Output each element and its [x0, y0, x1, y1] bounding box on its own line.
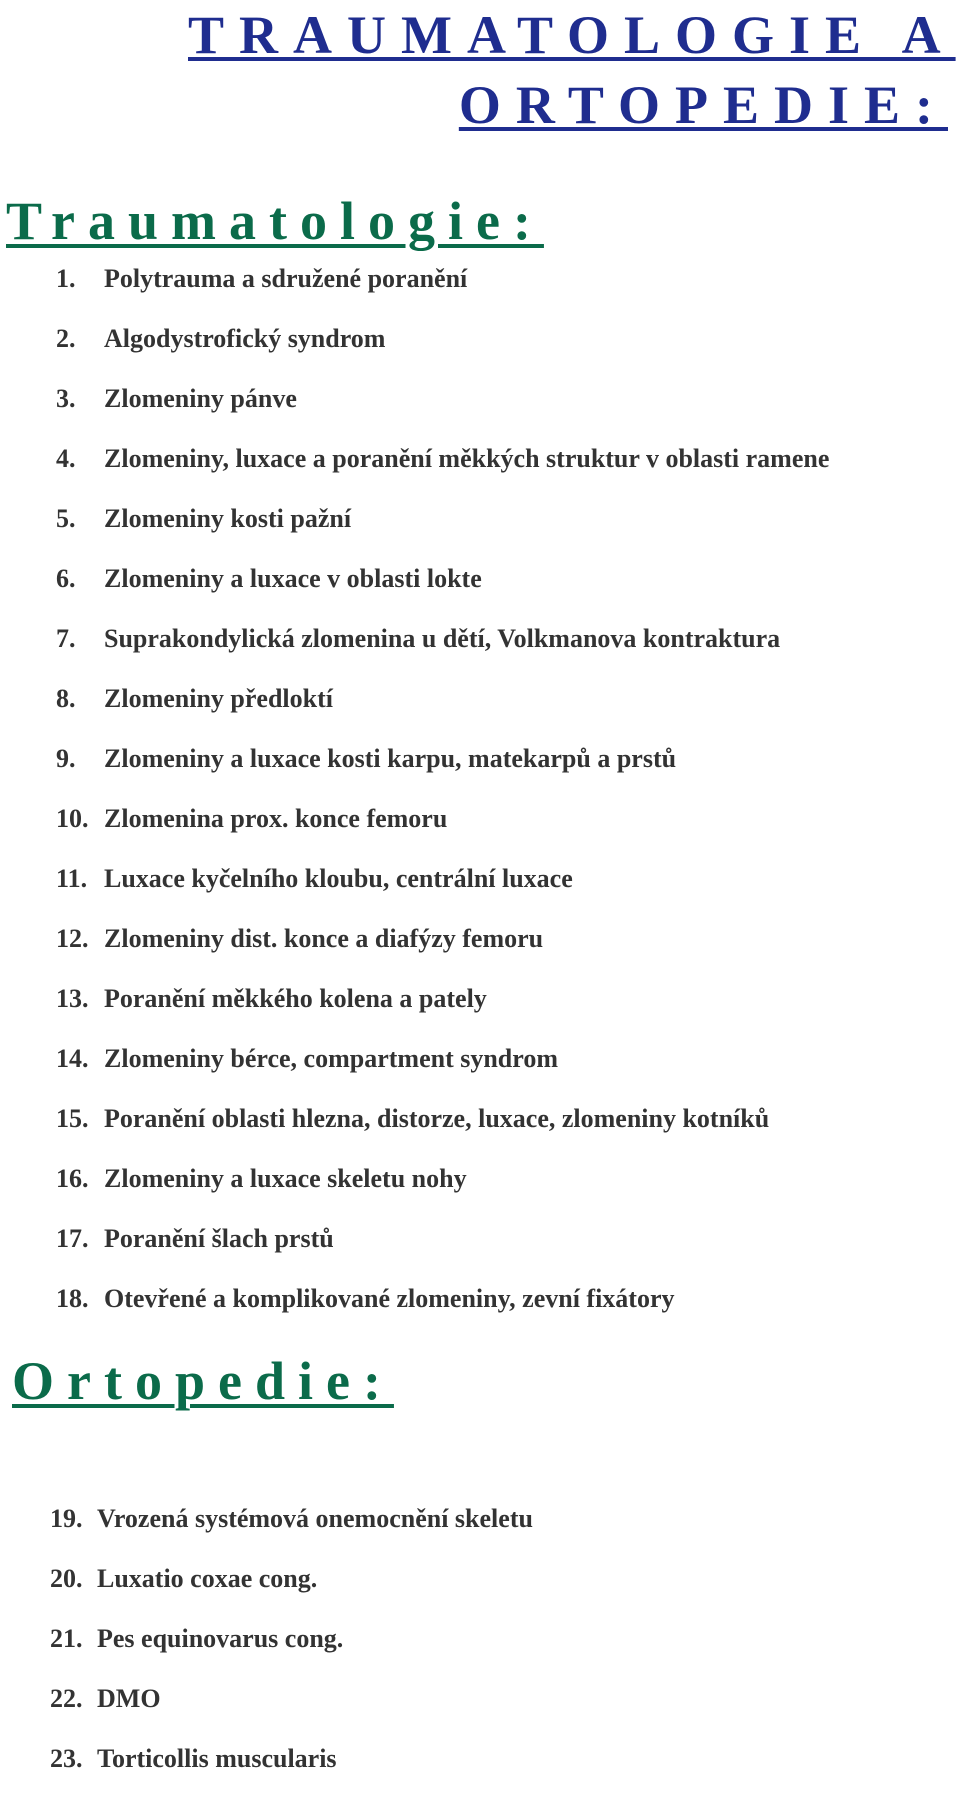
page-title [188, 0, 956, 140]
list-item [50, 1623, 533, 1683]
traumatologie-topic-list [56, 263, 829, 1343]
topic-text: Zlomenina prox. konce femoru [104, 804, 448, 833]
topic-text: Zlomeniny a luxace v oblasti lokte [104, 564, 482, 593]
list-item [56, 383, 829, 443]
topic-number: 3. [56, 384, 76, 413]
list-item [56, 1283, 829, 1343]
topic-text: Zlomeniny a luxace kosti karpu, matekarpů a prstů [104, 744, 677, 773]
topic-number: 9. [56, 744, 76, 773]
list-item [56, 263, 829, 323]
topic-number: 14. [56, 1044, 89, 1073]
topic-text: Zlomeniny, luxace a poranění měkkých struktur v oblasti ramene [104, 444, 830, 473]
topic-text: Pes equinovarus cong. [97, 1624, 344, 1653]
topic-text: Zlomeniny bérce, compartment syndrom [104, 1044, 558, 1073]
topic-text: Zlomeniny pánve [104, 384, 297, 413]
list-item [56, 1043, 829, 1103]
topic-number: 12. [56, 924, 89, 953]
topic-number: 17. [56, 1224, 89, 1253]
topic-number: 5. [56, 504, 76, 533]
topic-number: 19. [50, 1504, 83, 1533]
topic-number: 23. [50, 1744, 83, 1773]
list-item [50, 1743, 533, 1803]
list-item [56, 983, 829, 1043]
topic-text: Luxace kyčelního kloubu, centrální luxace [104, 864, 573, 893]
section-heading-traumatologie: Traumatologie: [6, 191, 544, 251]
topic-number: 4. [56, 444, 76, 473]
topic-number: 6. [56, 564, 76, 593]
topic-text: Torticollis muscularis [97, 1744, 337, 1773]
topic-number: 21. [50, 1624, 83, 1653]
topic-text: Poranění šlach prstů [104, 1224, 334, 1253]
list-item [56, 683, 829, 743]
topic-text: Vrozená systémová onemocnění skeletu [97, 1504, 533, 1533]
list-item [56, 443, 829, 503]
topic-number: 8. [56, 684, 76, 713]
topic-text: Luxatio coxae cong. [97, 1564, 318, 1593]
topic-number: 22. [50, 1684, 83, 1713]
list-item [56, 1103, 829, 1163]
topic-number: 20. [50, 1564, 83, 1593]
list-item [56, 503, 829, 563]
topic-text: Zlomeniny dist. konce a diafýzy femoru [104, 924, 544, 953]
list-item [56, 563, 829, 623]
list-item [50, 1683, 533, 1743]
topic-number: 13. [56, 984, 89, 1013]
topic-text: Poranění oblasti hlezna, distorze, luxace, zlomeniny kotníků [104, 1104, 770, 1133]
topic-text: DMO [97, 1684, 161, 1713]
list-item [56, 803, 829, 863]
topic-text: Otevřené a komplikované zlomeniny, zevní fixátory [104, 1284, 675, 1313]
list-item [50, 1503, 533, 1563]
list-item [56, 863, 829, 923]
list-item [56, 1163, 829, 1223]
page-title-line-1: TRAUMATOLOGIE A [188, 5, 956, 65]
list-item [50, 1563, 533, 1623]
topic-number: 2. [56, 324, 76, 353]
topic-number: 16. [56, 1164, 89, 1193]
topic-number: 7. [56, 624, 76, 653]
ortopedie-topic-list [50, 1503, 533, 1803]
list-item [56, 323, 829, 383]
topic-text: Zlomeniny a luxace skeletu nohy [104, 1164, 467, 1193]
topic-text: Algodystrofický syndrom [104, 324, 386, 353]
section-heading-ortopedie: Ortopedie: [12, 1351, 394, 1411]
list-item [56, 743, 829, 803]
topic-text: Poranění měkkého kolena a pately [104, 984, 487, 1013]
list-item [56, 1223, 829, 1283]
list-item [56, 623, 829, 683]
topic-number: 10. [56, 804, 89, 833]
topic-number: 1. [56, 264, 76, 293]
topic-number: 18. [56, 1284, 89, 1313]
topic-text: Zlomeniny předloktí [104, 684, 333, 713]
topic-text: Suprakondylická zlomenina u dětí, Volkmanova kontraktura [104, 624, 781, 653]
topic-number: 11. [56, 864, 88, 893]
page-title-line-2: ORTOPEDIE: [458, 75, 948, 135]
topic-text: Zlomeniny kosti pažní [104, 504, 352, 533]
list-item [56, 923, 829, 983]
topic-text: Polytrauma a sdružené poranění [104, 264, 468, 293]
topic-number: 15. [56, 1104, 89, 1133]
